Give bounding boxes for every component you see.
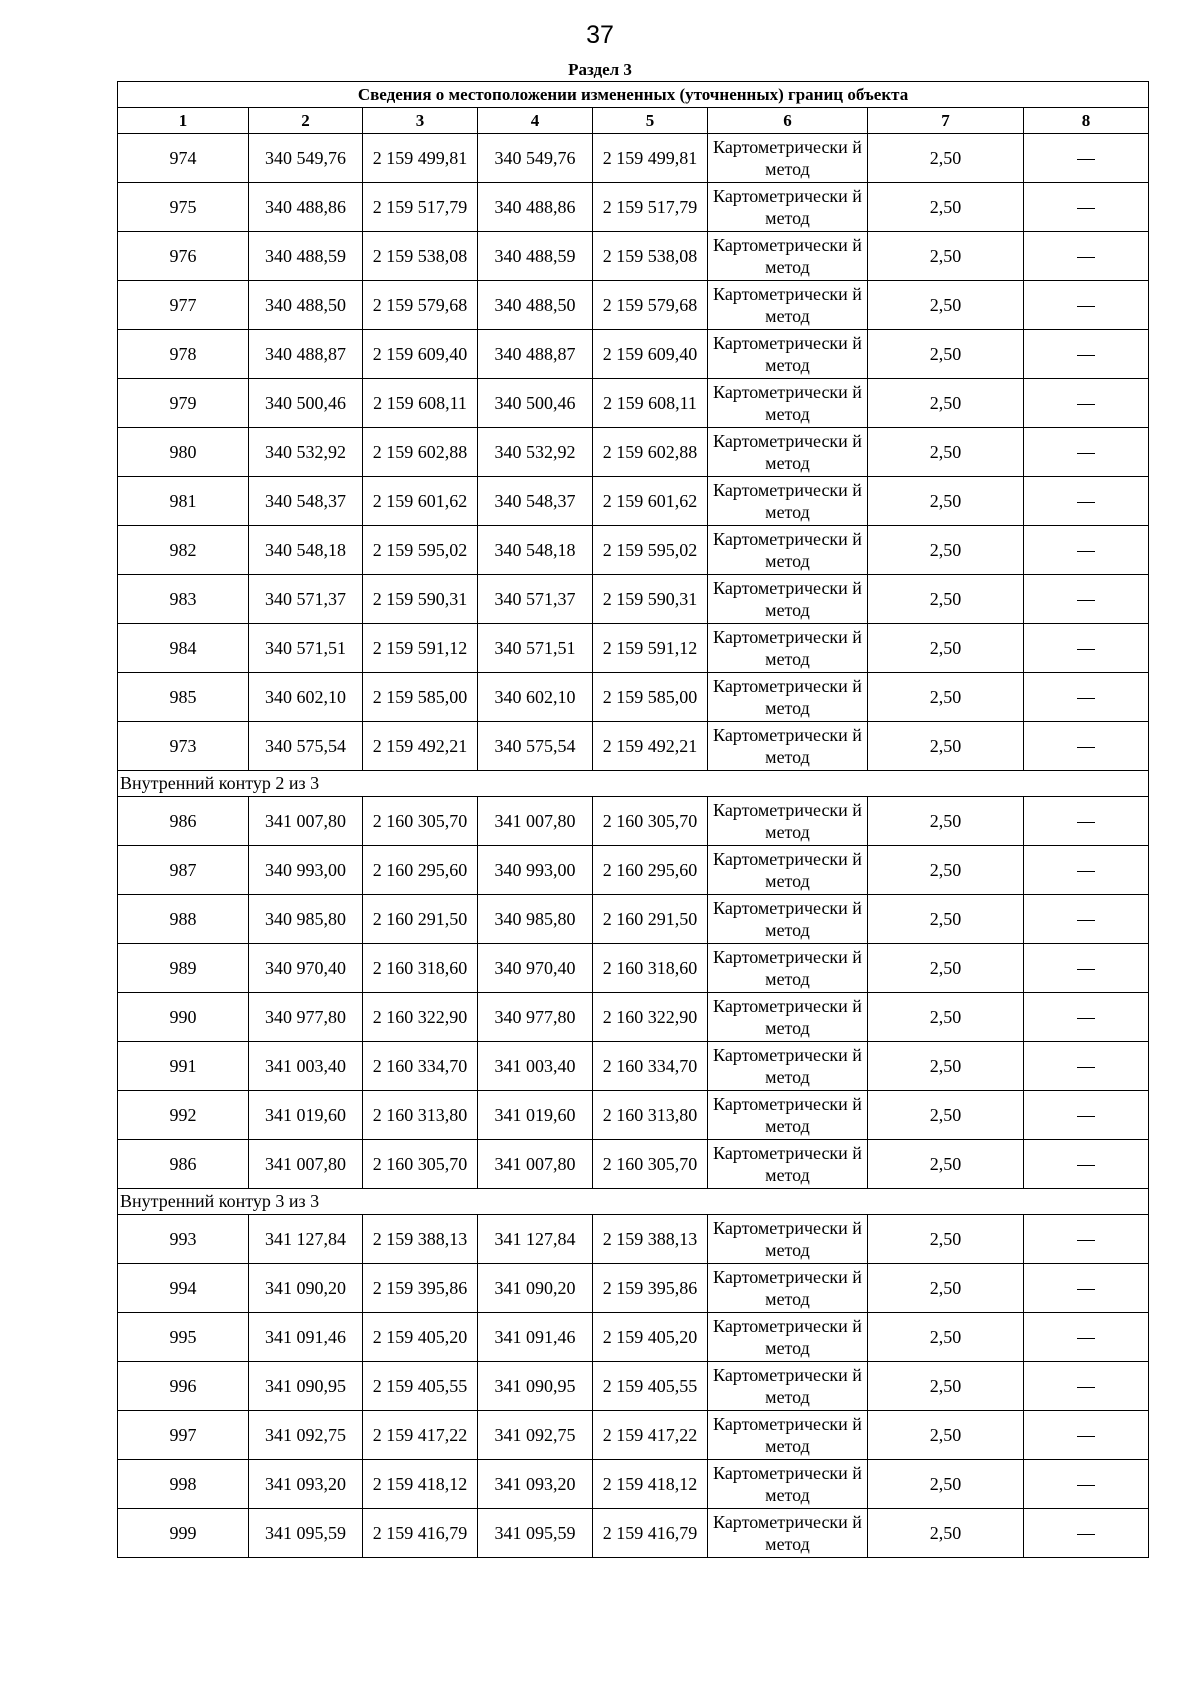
table-row [118, 797, 1149, 846]
cell-y-existing: 2 159 492,21 [363, 722, 478, 771]
dash-mark [1077, 306, 1095, 307]
cell-description [1024, 183, 1149, 232]
table-caption: Сведения о местоположении измененных (уточненных) границ объекта [118, 82, 1149, 108]
table-row [118, 232, 1149, 281]
cell-x-existing: 341 092,75 [249, 1411, 363, 1460]
cell-y-existing: 2 159 595,02 [363, 526, 478, 575]
cell-accuracy: 2,50 [868, 1140, 1024, 1189]
table-body [118, 82, 1149, 1558]
cell-y-existing: 2 159 416,79 [363, 1509, 478, 1558]
cell-method: Картометрически й метод [708, 1509, 868, 1558]
cell-x-existing: 340 977,80 [249, 993, 363, 1042]
cell-description [1024, 1091, 1149, 1140]
cell-description [1024, 477, 1149, 526]
cell-y-existing: 2 159 388,13 [363, 1215, 478, 1264]
cell-description [1024, 846, 1149, 895]
cell-point-number: 991 [118, 1042, 249, 1091]
contour-label-row [118, 771, 1149, 797]
cell-y-new: 2 159 591,12 [593, 624, 708, 673]
cell-x-new: 340 985,80 [478, 895, 593, 944]
cell-point-number: 986 [118, 797, 249, 846]
cell-description [1024, 624, 1149, 673]
boundary-coordinates-table [117, 81, 1149, 1558]
cell-x-existing: 340 548,37 [249, 477, 363, 526]
cell-point-number: 992 [118, 1091, 249, 1140]
section-title: Раздел 3 [568, 60, 632, 79]
cell-point-number: 999 [118, 1509, 249, 1558]
cell-y-new: 2 159 388,13 [593, 1215, 708, 1264]
cell-method: Картометрически й метод [708, 624, 868, 673]
dash-mark [1077, 551, 1095, 552]
cell-point-number: 995 [118, 1313, 249, 1362]
cell-method: Картометрически й метод [708, 1362, 868, 1411]
cell-point-number: 997 [118, 1411, 249, 1460]
cell-point-number: 985 [118, 673, 249, 722]
dash-mark [1077, 1018, 1095, 1019]
cell-method: Картометрически й метод [708, 1042, 868, 1091]
cell-x-existing: 341 019,60 [249, 1091, 363, 1140]
table-row [118, 1091, 1149, 1140]
table-row [118, 846, 1149, 895]
cell-x-new: 340 970,40 [478, 944, 593, 993]
table-row [118, 624, 1149, 673]
cell-description [1024, 232, 1149, 281]
cell-description [1024, 330, 1149, 379]
cell-y-new: 2 159 417,22 [593, 1411, 708, 1460]
dash-mark [1077, 257, 1095, 258]
cell-y-new: 2 159 492,21 [593, 722, 708, 771]
cell-point-number: 973 [118, 722, 249, 771]
dash-mark [1077, 600, 1095, 601]
dash-mark [1077, 1067, 1095, 1068]
cell-accuracy: 2,50 [868, 1411, 1024, 1460]
cell-method: Картометрически й метод [708, 1460, 868, 1509]
cell-description [1024, 575, 1149, 624]
cell-accuracy: 2,50 [868, 1313, 1024, 1362]
cell-y-new: 2 160 313,80 [593, 1091, 708, 1140]
table-row [118, 1509, 1149, 1558]
cell-x-existing: 341 090,95 [249, 1362, 363, 1411]
cell-x-existing: 340 575,54 [249, 722, 363, 771]
cell-x-new: 341 007,80 [478, 797, 593, 846]
cell-y-existing: 2 159 499,81 [363, 134, 478, 183]
column-number-row [118, 108, 1149, 134]
cell-x-new: 340 575,54 [478, 722, 593, 771]
dash-mark [1077, 404, 1095, 405]
cell-y-new: 2 160 305,70 [593, 1140, 708, 1189]
cell-y-new: 2 159 517,79 [593, 183, 708, 232]
cell-method: Картометрически й метод [708, 428, 868, 477]
column-number: 5 [593, 108, 708, 134]
column-number: 8 [1024, 108, 1149, 134]
cell-x-existing: 341 007,80 [249, 1140, 363, 1189]
cell-y-existing: 2 160 334,70 [363, 1042, 478, 1091]
cell-y-new: 2 160 334,70 [593, 1042, 708, 1091]
dash-mark [1077, 502, 1095, 503]
contour-label: Внутренний контур 2 из 3 [118, 771, 1149, 797]
dash-mark [1077, 1165, 1095, 1166]
cell-method: Картометрически й метод [708, 895, 868, 944]
cell-accuracy: 2,50 [868, 624, 1024, 673]
cell-method: Картометрически й метод [708, 1411, 868, 1460]
cell-accuracy: 2,50 [868, 1264, 1024, 1313]
cell-x-existing: 340 488,86 [249, 183, 363, 232]
cell-method: Картометрически й метод [708, 526, 868, 575]
cell-y-existing: 2 159 395,86 [363, 1264, 478, 1313]
table-row [118, 895, 1149, 944]
cell-y-existing: 2 159 579,68 [363, 281, 478, 330]
cell-point-number: 976 [118, 232, 249, 281]
cell-x-existing: 340 548,18 [249, 526, 363, 575]
cell-description [1024, 379, 1149, 428]
cell-y-new: 2 159 585,00 [593, 673, 708, 722]
cell-accuracy: 2,50 [868, 895, 1024, 944]
cell-method: Картометрически й метод [708, 993, 868, 1042]
cell-accuracy: 2,50 [868, 232, 1024, 281]
cell-x-new: 341 095,59 [478, 1509, 593, 1558]
contour-label: Внутренний контур 3 из 3 [118, 1189, 1149, 1215]
cell-accuracy: 2,50 [868, 477, 1024, 526]
cell-accuracy: 2,50 [868, 1215, 1024, 1264]
table-row [118, 330, 1149, 379]
contour-label-row [118, 1189, 1149, 1215]
cell-description [1024, 722, 1149, 771]
cell-description [1024, 1042, 1149, 1091]
cell-x-new: 340 488,59 [478, 232, 593, 281]
table-row [118, 134, 1149, 183]
dash-mark [1077, 920, 1095, 921]
cell-y-new: 2 159 405,55 [593, 1362, 708, 1411]
cell-point-number: 980 [118, 428, 249, 477]
cell-y-new: 2 160 295,60 [593, 846, 708, 895]
cell-y-new: 2 160 305,70 [593, 797, 708, 846]
cell-x-new: 340 549,76 [478, 134, 593, 183]
cell-x-new: 341 007,80 [478, 1140, 593, 1189]
cell-accuracy: 2,50 [868, 797, 1024, 846]
cell-y-existing: 2 159 609,40 [363, 330, 478, 379]
cell-y-existing: 2 160 313,80 [363, 1091, 478, 1140]
cell-y-existing: 2 160 318,60 [363, 944, 478, 993]
cell-y-existing: 2 160 295,60 [363, 846, 478, 895]
column-number: 7 [868, 108, 1024, 134]
table-row [118, 575, 1149, 624]
table-row [118, 722, 1149, 771]
cell-method: Картометрически й метод [708, 232, 868, 281]
cell-accuracy: 2,50 [868, 1509, 1024, 1558]
cell-description [1024, 1411, 1149, 1460]
cell-y-new: 2 159 595,02 [593, 526, 708, 575]
cell-point-number: 989 [118, 944, 249, 993]
cell-description [1024, 281, 1149, 330]
cell-method: Картометрически й метод [708, 281, 868, 330]
cell-method: Картометрически й метод [708, 1091, 868, 1140]
cell-y-existing: 2 159 601,62 [363, 477, 478, 526]
dash-mark [1077, 1485, 1095, 1486]
cell-y-existing: 2 159 591,12 [363, 624, 478, 673]
cell-y-existing: 2 160 305,70 [363, 1140, 478, 1189]
cell-y-existing: 2 160 291,50 [363, 895, 478, 944]
cell-accuracy: 2,50 [868, 575, 1024, 624]
cell-accuracy: 2,50 [868, 993, 1024, 1042]
cell-method: Картометрически й метод [708, 379, 868, 428]
dash-mark [1077, 822, 1095, 823]
cell-description [1024, 944, 1149, 993]
cell-x-new: 341 127,84 [478, 1215, 593, 1264]
table-row [118, 477, 1149, 526]
table-row [118, 1042, 1149, 1091]
cell-description [1024, 1264, 1149, 1313]
cell-x-new: 341 091,46 [478, 1313, 593, 1362]
cell-y-existing: 2 160 305,70 [363, 797, 478, 846]
cell-x-new: 340 488,87 [478, 330, 593, 379]
cell-accuracy: 2,50 [868, 134, 1024, 183]
cell-accuracy: 2,50 [868, 281, 1024, 330]
cell-x-existing: 340 488,87 [249, 330, 363, 379]
cell-x-new: 340 993,00 [478, 846, 593, 895]
cell-point-number: 987 [118, 846, 249, 895]
cell-point-number: 994 [118, 1264, 249, 1313]
table-row [118, 1460, 1149, 1509]
column-number: 4 [478, 108, 593, 134]
cell-description [1024, 1313, 1149, 1362]
cell-accuracy: 2,50 [868, 1362, 1024, 1411]
dash-mark [1077, 1387, 1095, 1388]
cell-point-number: 996 [118, 1362, 249, 1411]
cell-description [1024, 895, 1149, 944]
cell-point-number: 986 [118, 1140, 249, 1189]
table-row [118, 1140, 1149, 1189]
cell-method: Картометрически й метод [708, 575, 868, 624]
cell-point-number: 979 [118, 379, 249, 428]
cell-x-new: 340 532,92 [478, 428, 593, 477]
cell-y-new: 2 159 418,12 [593, 1460, 708, 1509]
cell-y-new: 2 159 405,20 [593, 1313, 708, 1362]
cell-x-existing: 341 095,59 [249, 1509, 363, 1558]
cell-x-new: 340 977,80 [478, 993, 593, 1042]
cell-y-new: 2 159 609,40 [593, 330, 708, 379]
cell-x-new: 340 571,51 [478, 624, 593, 673]
cell-x-existing: 340 500,46 [249, 379, 363, 428]
cell-x-existing: 340 571,51 [249, 624, 363, 673]
cell-method: Картометрически й метод [708, 673, 868, 722]
cell-description [1024, 1509, 1149, 1558]
dash-mark [1077, 1240, 1095, 1241]
cell-x-existing: 341 127,84 [249, 1215, 363, 1264]
table-row [118, 281, 1149, 330]
table-row [118, 944, 1149, 993]
column-number: 6 [708, 108, 868, 134]
dash-mark [1077, 871, 1095, 872]
dash-mark [1077, 1436, 1095, 1437]
dash-mark [1077, 747, 1095, 748]
cell-method: Картометрически й метод [708, 797, 868, 846]
cell-accuracy: 2,50 [868, 330, 1024, 379]
cell-y-new: 2 159 395,86 [593, 1264, 708, 1313]
cell-method: Картометрически й метод [708, 1264, 868, 1313]
cell-x-existing: 340 993,00 [249, 846, 363, 895]
cell-description [1024, 526, 1149, 575]
cell-point-number: 974 [118, 134, 249, 183]
table-row [118, 526, 1149, 575]
cell-x-new: 340 488,86 [478, 183, 593, 232]
cell-y-new: 2 160 291,50 [593, 895, 708, 944]
cell-description [1024, 673, 1149, 722]
cell-method: Картометрически й метод [708, 1313, 868, 1362]
cell-method: Картометрически й метод [708, 1215, 868, 1264]
cell-point-number: 983 [118, 575, 249, 624]
dash-mark [1077, 1534, 1095, 1535]
cell-accuracy: 2,50 [868, 1091, 1024, 1140]
cell-y-existing: 2 159 585,00 [363, 673, 478, 722]
cell-point-number: 993 [118, 1215, 249, 1264]
cell-x-existing: 340 488,59 [249, 232, 363, 281]
cell-y-new: 2 160 318,60 [593, 944, 708, 993]
dash-mark [1077, 698, 1095, 699]
cell-accuracy: 2,50 [868, 846, 1024, 895]
cell-x-existing: 340 970,40 [249, 944, 363, 993]
cell-x-new: 341 003,40 [478, 1042, 593, 1091]
cell-x-existing: 341 007,80 [249, 797, 363, 846]
cell-y-existing: 2 159 602,88 [363, 428, 478, 477]
cell-x-existing: 340 985,80 [249, 895, 363, 944]
table-row [118, 673, 1149, 722]
cell-description [1024, 1140, 1149, 1189]
cell-y-existing: 2 159 405,20 [363, 1313, 478, 1362]
cell-y-new: 2 159 602,88 [593, 428, 708, 477]
column-number: 3 [363, 108, 478, 134]
cell-y-new: 2 159 590,31 [593, 575, 708, 624]
cell-point-number: 977 [118, 281, 249, 330]
cell-x-new: 340 571,37 [478, 575, 593, 624]
cell-method: Картометрически й метод [708, 134, 868, 183]
table-row [118, 1362, 1149, 1411]
dash-mark [1077, 1338, 1095, 1339]
cell-y-new: 2 159 579,68 [593, 281, 708, 330]
cell-x-new: 341 090,20 [478, 1264, 593, 1313]
cell-description [1024, 1215, 1149, 1264]
cell-accuracy: 2,50 [868, 1460, 1024, 1509]
cell-point-number: 990 [118, 993, 249, 1042]
cell-accuracy: 2,50 [868, 1042, 1024, 1091]
cell-description [1024, 428, 1149, 477]
cell-accuracy: 2,50 [868, 183, 1024, 232]
cell-x-new: 340 488,50 [478, 281, 593, 330]
cell-x-new: 340 548,37 [478, 477, 593, 526]
cell-point-number: 981 [118, 477, 249, 526]
cell-x-new: 341 019,60 [478, 1091, 593, 1140]
dash-mark [1077, 1116, 1095, 1117]
table-row [118, 1215, 1149, 1264]
cell-point-number: 998 [118, 1460, 249, 1509]
dash-mark [1077, 649, 1095, 650]
cell-point-number: 978 [118, 330, 249, 379]
cell-x-new: 341 093,20 [478, 1460, 593, 1509]
cell-x-existing: 341 090,20 [249, 1264, 363, 1313]
cell-description [1024, 993, 1149, 1042]
table-row [118, 1264, 1149, 1313]
cell-accuracy: 2,50 [868, 722, 1024, 771]
cell-x-existing: 340 532,92 [249, 428, 363, 477]
column-number: 2 [249, 108, 363, 134]
cell-accuracy: 2,50 [868, 526, 1024, 575]
cell-method: Картометрически й метод [708, 477, 868, 526]
cell-y-existing: 2 159 418,12 [363, 1460, 478, 1509]
table-row [118, 183, 1149, 232]
cell-y-existing: 2 160 322,90 [363, 993, 478, 1042]
dash-mark [1077, 1289, 1095, 1290]
cell-x-new: 340 500,46 [478, 379, 593, 428]
table-caption-row [118, 82, 1149, 108]
table-row [118, 379, 1149, 428]
cell-description [1024, 134, 1149, 183]
cell-method: Картометрически й метод [708, 330, 868, 379]
table-row [118, 993, 1149, 1042]
cell-method: Картометрически й метод [708, 846, 868, 895]
cell-point-number: 984 [118, 624, 249, 673]
cell-x-existing: 340 488,50 [249, 281, 363, 330]
table-row [118, 1411, 1149, 1460]
cell-method: Картометрически й метод [708, 722, 868, 771]
cell-y-new: 2 159 608,11 [593, 379, 708, 428]
cell-method: Картометрически й метод [708, 944, 868, 993]
dash-mark [1077, 453, 1095, 454]
cell-y-existing: 2 159 405,55 [363, 1362, 478, 1411]
dash-mark [1077, 208, 1095, 209]
cell-accuracy: 2,50 [868, 673, 1024, 722]
cell-description [1024, 1460, 1149, 1509]
cell-y-new: 2 159 416,79 [593, 1509, 708, 1558]
dash-mark [1077, 355, 1095, 356]
cell-y-new: 2 159 601,62 [593, 477, 708, 526]
cell-y-new: 2 160 322,90 [593, 993, 708, 1042]
cell-accuracy: 2,50 [868, 379, 1024, 428]
cell-x-existing: 341 093,20 [249, 1460, 363, 1509]
cell-y-new: 2 159 499,81 [593, 134, 708, 183]
cell-y-existing: 2 159 608,11 [363, 379, 478, 428]
cell-y-existing: 2 159 517,79 [363, 183, 478, 232]
cell-y-existing: 2 159 538,08 [363, 232, 478, 281]
cell-point-number: 982 [118, 526, 249, 575]
cell-method: Картометрически й метод [708, 183, 868, 232]
cell-x-existing: 341 091,46 [249, 1313, 363, 1362]
cell-x-new: 340 548,18 [478, 526, 593, 575]
column-number: 1 [118, 108, 249, 134]
cell-point-number: 975 [118, 183, 249, 232]
cell-x-existing: 341 003,40 [249, 1042, 363, 1091]
cell-accuracy: 2,50 [868, 944, 1024, 993]
dash-mark [1077, 159, 1095, 160]
cell-x-existing: 340 571,37 [249, 575, 363, 624]
table-row [118, 1313, 1149, 1362]
dash-mark [1077, 969, 1095, 970]
cell-y-new: 2 159 538,08 [593, 232, 708, 281]
cell-accuracy: 2,50 [868, 428, 1024, 477]
cell-y-existing: 2 159 590,31 [363, 575, 478, 624]
page-number: 37 [586, 21, 614, 49]
cell-method: Картометрически й метод [708, 1140, 868, 1189]
cell-x-new: 340 602,10 [478, 673, 593, 722]
cell-y-existing: 2 159 417,22 [363, 1411, 478, 1460]
cell-description [1024, 797, 1149, 846]
cell-point-number: 988 [118, 895, 249, 944]
cell-description [1024, 1362, 1149, 1411]
table-row [118, 428, 1149, 477]
cell-x-existing: 340 602,10 [249, 673, 363, 722]
cell-x-new: 341 090,95 [478, 1362, 593, 1411]
cell-x-existing: 340 549,76 [249, 134, 363, 183]
cell-x-new: 341 092,75 [478, 1411, 593, 1460]
